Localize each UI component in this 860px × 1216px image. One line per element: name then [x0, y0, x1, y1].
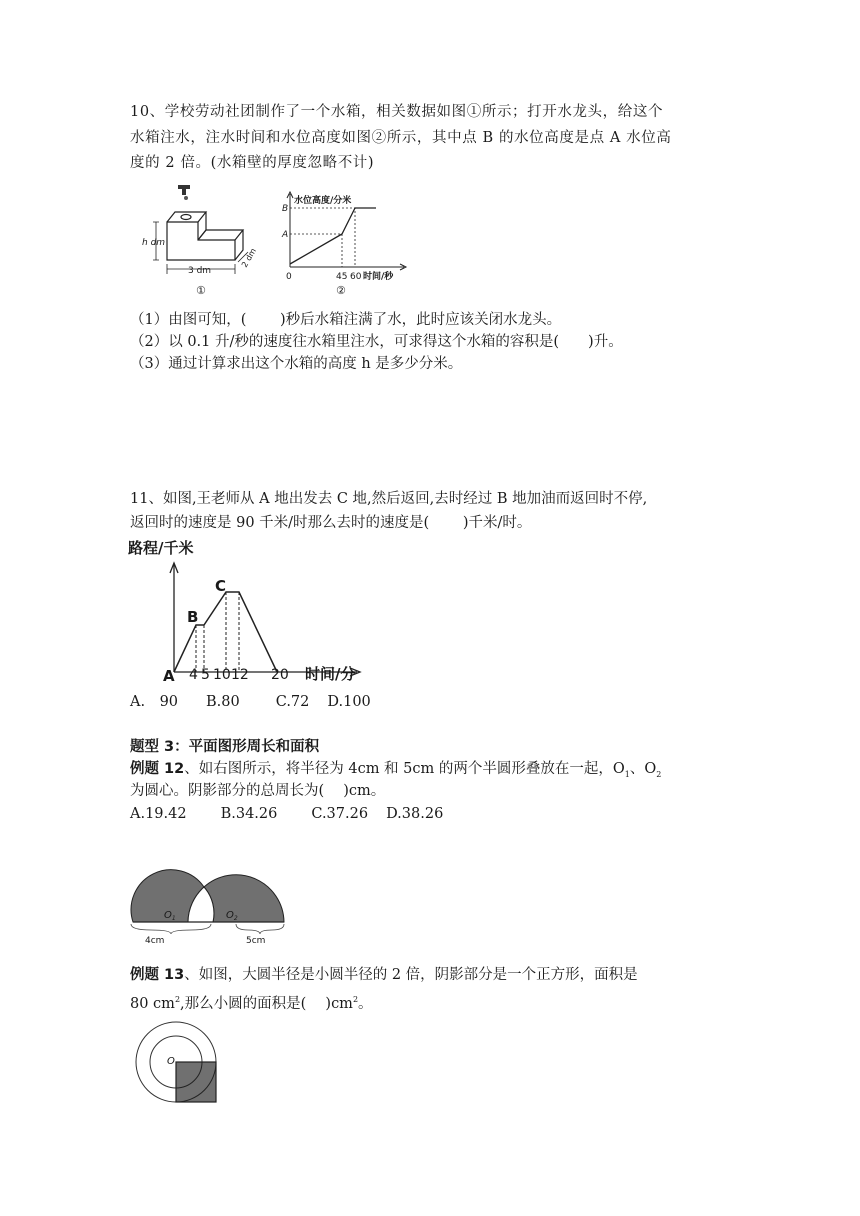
graph-2-xlabel: 时间/秒 — [363, 272, 394, 282]
graph-2-origin: 0 — [286, 272, 292, 282]
right-dimension-label: 5cm — [246, 936, 266, 946]
q13-sup-2: 2 — [352, 995, 359, 1004]
q12-line-2: 为圆心。阴影部分的总周长为( )cm。 — [130, 783, 386, 799]
q12-sub-1: 1 — [624, 769, 630, 779]
right-shaded-region — [204, 875, 284, 922]
tank-height-label: h dm — [142, 238, 166, 248]
q12-sub-2: 2 — [656, 769, 662, 779]
graph-2-label-a: A — [282, 230, 289, 240]
q13-text-2c: 。 — [358, 995, 373, 1012]
option-d: D.38.26 — [386, 806, 444, 822]
option-b: B.80 — [206, 694, 240, 710]
graph-xlabel: 时间/分 — [305, 665, 356, 683]
option-b: B.34.26 — [220, 806, 278, 822]
q13-text-2a: 80 cm — [130, 995, 175, 1012]
concentric-circles-figure — [130, 1020, 250, 1120]
tick-label: 20 — [271, 667, 289, 683]
q13-text-1: 、如图，大圆半径是小圆半径的 2 倍，阴影部分是一个正方形，面积是 — [184, 967, 638, 983]
water-level-graph — [280, 190, 420, 305]
q10-sub-2: （2）以 0.1 升/秒的速度往水箱里注水，可求得这个水箱的容积是( )升。 — [130, 334, 623, 350]
faucet-icon — [178, 185, 190, 195]
semicircles-figure — [128, 860, 298, 950]
water-tank-figure — [140, 182, 270, 297]
distance-time-graph — [125, 535, 385, 685]
tick-label: 12 — [231, 667, 249, 683]
q10-sub-1: （1）由图可知，( )秒后水箱注满了水，此时应该关闭水龙头。 — [130, 312, 562, 328]
o1-label: $O_1$ — [164, 910, 176, 922]
point-c-label: C — [215, 577, 227, 595]
water-level-line — [290, 208, 376, 264]
tank-depth-label: 2 dm — [239, 246, 258, 269]
point-a-label: A — [163, 667, 175, 685]
section-heading: 题型 3：平面图形周长和面积 — [130, 739, 320, 755]
q10-line-1: 10、学校劳动社团制作了一个水箱，相关数据如图①所示；打开水龙头，给这个 — [130, 104, 664, 120]
tick-label: 4 — [189, 667, 198, 683]
option-a: A.19.42 — [130, 806, 187, 822]
left-dimension-label: 4cm — [145, 936, 165, 946]
graph-ylabel: 路程/千米 — [128, 539, 194, 557]
figure-1-caption: ① — [196, 284, 206, 297]
q12-text-1: 、如右图所示，将半径为 4cm 和 5cm 的两个半圆形叠放在一起，O — [184, 761, 625, 777]
q11-options — [130, 692, 371, 712]
option-d: D.100 — [327, 694, 371, 710]
point-b-label: B — [187, 608, 199, 626]
option-c: C.37.26 — [311, 806, 369, 822]
q12-options — [130, 804, 443, 824]
q13-sup-1: 2 — [174, 995, 181, 1004]
q13-line-1 — [130, 965, 638, 985]
q12-sep: 、O — [629, 761, 657, 777]
q10-line-3: 度的 2 倍。(水箱壁的厚度忽略不计) — [130, 155, 375, 171]
tick-label: 10 — [213, 667, 231, 683]
shaded-square — [176, 1062, 216, 1102]
q10-sub-3: （3）通过计算求出这个水箱的高度 h 是多少分米。 — [130, 356, 463, 372]
graph-2-ylabel: 水位高度/分米 — [294, 196, 352, 206]
graph-2-tick-45: 45 — [336, 272, 348, 282]
tank-width-label: 3 dm — [188, 266, 212, 276]
q11-line-1: 11、如图,王老师从 A 地出发去 C 地,然后返回,去时经过 B 地加油而返回时不停, — [130, 491, 648, 507]
q13-prefix: 例题 13 — [130, 967, 185, 983]
option-a: A. 90 — [130, 694, 179, 710]
graph-2-tick-60: 60 — [350, 272, 362, 282]
q13-text-2b: ,那么小圆的面积是( )cm — [180, 995, 353, 1012]
option-c: C.72 — [275, 694, 310, 710]
q13-line-2 — [130, 990, 373, 1014]
tick-label: 5 — [201, 667, 210, 683]
figure-2-caption: ② — [336, 284, 346, 297]
graph-2-label-b: B — [282, 204, 289, 214]
q12-prefix: 例题 12 — [130, 761, 185, 777]
o2-label: $O_2$ — [226, 910, 238, 922]
center-label: O — [167, 1056, 175, 1067]
q11-line-2: 返回时的速度是 90 千米/时那么去时的速度是( )千米/时。 — [130, 515, 532, 531]
q10-line-2: 水箱注水，注水时间和水位高度如图②所示，其中点 B 的水位高度是点 A 水位高 — [130, 130, 672, 146]
